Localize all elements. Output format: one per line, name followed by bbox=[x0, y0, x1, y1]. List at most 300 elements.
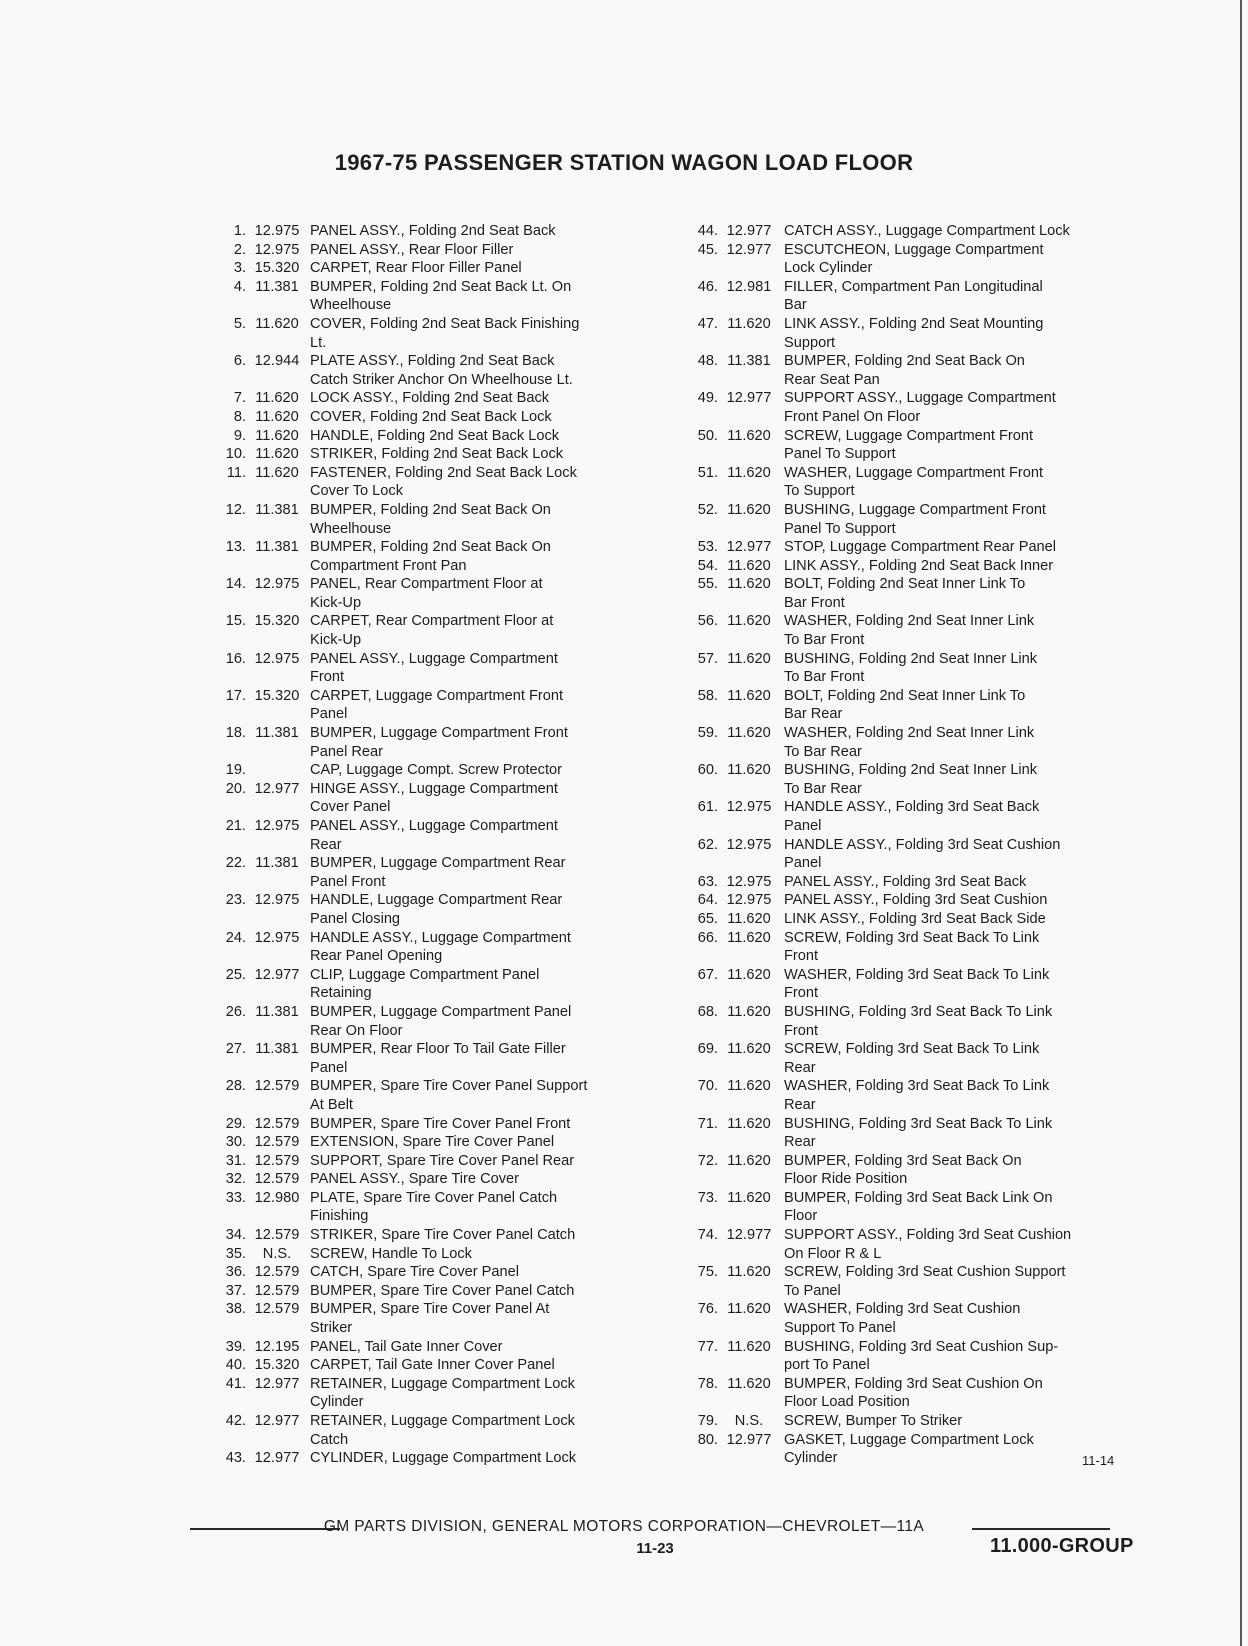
group-code: 15.320 bbox=[254, 260, 300, 277]
item-number: 43. bbox=[225, 1450, 246, 1467]
item-description bbox=[780, 1040, 1145, 1077]
item-number: 10. bbox=[225, 446, 246, 463]
item-description bbox=[308, 1170, 628, 1189]
group-code: 12.977 bbox=[726, 539, 772, 556]
parts-list-item bbox=[218, 278, 628, 315]
item-number: 79. bbox=[697, 1413, 718, 1429]
item-number: 4. bbox=[233, 278, 246, 295]
description-continuation: Bar Rear bbox=[784, 706, 843, 723]
description-continuation: Catch Striker Anchor On Wheelhouse Lt. bbox=[310, 371, 573, 388]
item-number: 53. bbox=[697, 539, 718, 556]
group-code: 12.977 bbox=[254, 966, 300, 983]
description-line: SCREW, Folding 3rd Seat Back To Link bbox=[784, 1041, 1040, 1058]
item-number: 31. bbox=[225, 1152, 246, 1169]
group-code: 12.975 bbox=[254, 241, 300, 258]
item-number: 51. bbox=[697, 464, 718, 481]
description-line: PANEL ASSY., Rear Floor Filler bbox=[310, 241, 514, 258]
description-continuation: Wheelhouse bbox=[310, 297, 392, 314]
item-description bbox=[308, 1152, 628, 1171]
parts-list-item bbox=[218, 1245, 628, 1264]
description-line: BUMPER, Folding 3rd Seat Back On bbox=[784, 1152, 1022, 1169]
item-number: 56. bbox=[697, 613, 718, 630]
parts-list-item bbox=[690, 1431, 1145, 1468]
parts-list-item bbox=[218, 780, 628, 817]
item-description bbox=[780, 222, 1145, 241]
group-code: 12.977 bbox=[254, 1375, 300, 1392]
item-description bbox=[308, 278, 628, 315]
parts-list-item bbox=[690, 1300, 1145, 1337]
parts-list-item bbox=[218, 1356, 628, 1375]
group-code: 12.579 bbox=[254, 1152, 300, 1169]
description-continuation: Finishing bbox=[310, 1208, 369, 1225]
group-code: 12.579 bbox=[254, 1078, 300, 1095]
item-number: 63. bbox=[697, 873, 718, 890]
item-description bbox=[308, 966, 628, 1003]
description-continuation: To Support bbox=[784, 483, 855, 500]
item-description bbox=[308, 1226, 628, 1245]
group-code: 12.975 bbox=[254, 892, 300, 909]
item-description bbox=[780, 761, 1145, 798]
group-code: 11.620 bbox=[255, 464, 299, 481]
description-line: ESCUTCHEON, Luggage Compartment bbox=[784, 241, 1044, 258]
item-number: 6. bbox=[233, 353, 246, 370]
parts-list-item bbox=[690, 575, 1145, 612]
parts-list-item bbox=[690, 389, 1145, 426]
item-description bbox=[780, 464, 1145, 501]
group-code: 11.620 bbox=[727, 725, 771, 742]
parts-list-item bbox=[690, 910, 1145, 929]
parts-list-item bbox=[690, 1412, 1145, 1431]
item-description bbox=[308, 222, 628, 241]
parts-list-item bbox=[690, 352, 1145, 389]
group-code: 11.620 bbox=[727, 1115, 771, 1132]
group-code: 11.620 bbox=[727, 1078, 771, 1095]
description-line: PANEL ASSY., Folding 2nd Seat Back bbox=[310, 223, 556, 239]
parts-list-item bbox=[218, 761, 628, 780]
description-continuation: Panel Closing bbox=[310, 910, 401, 927]
item-number: 13. bbox=[225, 539, 246, 556]
description-line: BUMPER, Spare Tire Cover Panel Support bbox=[310, 1078, 588, 1095]
description-continuation: Floor Ride Position bbox=[784, 1171, 908, 1188]
group-code: 12.944 bbox=[254, 353, 300, 370]
group-code: 11.620 bbox=[727, 315, 771, 332]
description-continuation: Rear bbox=[784, 1059, 816, 1076]
group-code: 11.620 bbox=[255, 408, 299, 425]
item-description bbox=[308, 408, 628, 427]
description-continuation: To Bar Rear bbox=[784, 743, 862, 760]
parts-list-item bbox=[690, 1152, 1145, 1189]
description-continuation: Rear bbox=[310, 836, 342, 853]
group-code: 12.975 bbox=[726, 892, 772, 909]
item-description bbox=[308, 427, 628, 446]
description-line: HANDLE ASSY., Folding 3rd Seat Back bbox=[784, 799, 1040, 816]
parts-list-item bbox=[218, 259, 628, 278]
group-code: 11.620 bbox=[255, 446, 299, 463]
group-code: 11.620 bbox=[727, 687, 771, 704]
description-line: BUMPER, Folding 2nd Seat Back On bbox=[310, 501, 551, 518]
item-description bbox=[308, 464, 628, 501]
group-code: 11.620 bbox=[727, 557, 771, 574]
item-description bbox=[308, 612, 628, 649]
description-line: SUPPORT, Spare Tire Cover Panel Rear bbox=[310, 1152, 575, 1169]
description-continuation: To Panel bbox=[784, 1282, 841, 1299]
item-number: 62. bbox=[697, 836, 718, 853]
item-description bbox=[308, 1300, 628, 1337]
item-number: 64. bbox=[697, 892, 718, 909]
item-description bbox=[308, 817, 628, 854]
description-line: PLATE, Spare Tire Cover Panel Catch bbox=[310, 1189, 558, 1206]
footer-publisher: GM PARTS DIVISION, GENERAL MOTORS CORPORATION—CHEVROLET—11A bbox=[323, 1518, 925, 1535]
description-line: PLATE ASSY., Folding 2nd Seat Back bbox=[310, 353, 555, 370]
description-line: SUPPORT ASSY., Luggage Compartment bbox=[784, 390, 1056, 407]
parts-list-item bbox=[218, 501, 628, 538]
parts-list-item bbox=[218, 1077, 628, 1114]
item-description bbox=[780, 1003, 1145, 1040]
item-number: 38. bbox=[225, 1301, 246, 1318]
item-description bbox=[308, 315, 628, 352]
group-code: N.S. bbox=[262, 1245, 292, 1262]
group-code: 12.977 bbox=[726, 390, 772, 407]
description-line: CAP, Luggage Compt. Screw Protector bbox=[310, 762, 563, 779]
item-number: 80. bbox=[697, 1431, 718, 1448]
description-continuation: Striker bbox=[310, 1320, 353, 1337]
description-continuation: Cylinder bbox=[310, 1394, 364, 1411]
description-continuation: Panel Front bbox=[310, 873, 386, 890]
group-code: 12.975 bbox=[726, 873, 772, 890]
description-line: BUMPER, Spare Tire Cover Panel Catch bbox=[310, 1282, 575, 1299]
description-line: EXTENSION, Spare Tire Cover Panel bbox=[310, 1134, 555, 1151]
description-continuation: Panel bbox=[784, 855, 822, 872]
description-line: HANDLE ASSY., Folding 3rd Seat Cushion bbox=[784, 836, 1061, 853]
item-number: 34. bbox=[225, 1227, 246, 1244]
item-number: 41. bbox=[225, 1375, 246, 1392]
group-code: 11.620 bbox=[727, 1264, 771, 1281]
description-line: BUSHING, Folding 3rd Seat Cushion Sup- bbox=[784, 1338, 1059, 1355]
parts-list-item bbox=[218, 241, 628, 260]
group-code: 11.381 bbox=[255, 539, 299, 556]
item-description bbox=[308, 1412, 628, 1449]
item-number: 25. bbox=[225, 966, 246, 983]
item-description bbox=[308, 445, 628, 464]
item-description bbox=[780, 315, 1145, 352]
description-line: SCREW, Luggage Compartment Front bbox=[784, 427, 1034, 444]
item-number: 3. bbox=[233, 260, 246, 277]
description-continuation: Floor bbox=[784, 1208, 818, 1225]
parts-list-item bbox=[218, 817, 628, 854]
item-number: 77. bbox=[697, 1338, 718, 1355]
item-number: 23. bbox=[225, 892, 246, 909]
description-line: COVER, Folding 2nd Seat Back Finishing bbox=[310, 315, 580, 332]
item-number: 46. bbox=[697, 278, 718, 295]
parts-list-item bbox=[690, 650, 1145, 687]
group-code: 11.620 bbox=[727, 427, 771, 444]
description-line: LINK ASSY., Folding 2nd Seat Mounting bbox=[784, 315, 1044, 332]
item-description bbox=[308, 724, 628, 761]
description-line: STRIKER, Folding 2nd Seat Back Lock bbox=[310, 446, 564, 463]
group-code: 11.620 bbox=[255, 315, 299, 332]
description-line: BUSHING, Folding 3rd Seat Back To Link bbox=[784, 1115, 1053, 1132]
description-line: SCREW, Folding 3rd Seat Back To Link bbox=[784, 929, 1040, 946]
item-number: 20. bbox=[225, 780, 246, 797]
group-code: 11.620 bbox=[727, 576, 771, 593]
group-code: 11.620 bbox=[727, 501, 771, 518]
item-number: 15. bbox=[225, 613, 246, 630]
parts-list-item bbox=[690, 1226, 1145, 1263]
item-number: 61. bbox=[697, 799, 718, 816]
group-code: 11.620 bbox=[727, 1041, 771, 1058]
item-number: 36. bbox=[225, 1264, 246, 1281]
item-number: 71. bbox=[697, 1115, 718, 1132]
item-number: 65. bbox=[697, 910, 718, 927]
description-line: SUPPORT ASSY., Folding 3rd Seat Cushion bbox=[784, 1227, 1072, 1244]
parts-list-item bbox=[218, 538, 628, 575]
item-description bbox=[308, 538, 628, 575]
parts-list-item bbox=[690, 761, 1145, 798]
item-description bbox=[308, 1338, 628, 1357]
description-continuation: On Floor R & L bbox=[784, 1245, 882, 1262]
description-continuation: Front bbox=[310, 669, 345, 686]
description-line: HANDLE, Luggage Compartment Rear bbox=[310, 892, 563, 909]
description-continuation: Cover To Lock bbox=[310, 483, 404, 500]
group-code: 12.977 bbox=[726, 223, 772, 239]
group-code: 11.381 bbox=[255, 855, 299, 872]
item-description bbox=[780, 278, 1145, 315]
item-description bbox=[780, 557, 1145, 576]
item-number: 67. bbox=[697, 966, 718, 983]
parts-list-item bbox=[218, 1282, 628, 1301]
description-line: CLIP, Luggage Compartment Panel bbox=[310, 966, 540, 983]
parts-list-item bbox=[218, 1338, 628, 1357]
item-number: 70. bbox=[697, 1078, 718, 1095]
group-code: 12.195 bbox=[254, 1338, 300, 1355]
item-description bbox=[780, 389, 1145, 426]
item-description bbox=[780, 1300, 1145, 1337]
description-line: CATCH, Spare Tire Cover Panel bbox=[310, 1264, 519, 1281]
item-description bbox=[780, 538, 1145, 557]
parts-list-item bbox=[218, 315, 628, 352]
description-continuation: To Bar Front bbox=[784, 632, 865, 649]
description-continuation: Panel To Support bbox=[784, 520, 896, 537]
parts-list-item bbox=[218, 1375, 628, 1412]
description-line: WASHER, Folding 3rd Seat Back To Link bbox=[784, 1078, 1050, 1095]
description-continuation: Bar bbox=[784, 297, 807, 314]
description-line: BUMPER, Luggage Compartment Panel bbox=[310, 1003, 572, 1020]
item-number: 12. bbox=[225, 501, 246, 518]
description-continuation: Panel bbox=[784, 818, 822, 834]
group-code: 11.620 bbox=[727, 464, 771, 481]
description-line: LINK ASSY., Folding 3rd Seat Back Side bbox=[784, 910, 1046, 927]
description-line: WASHER, Folding 2nd Seat Inner Link bbox=[784, 613, 1035, 630]
item-number: 69. bbox=[697, 1041, 718, 1058]
parts-list-item bbox=[218, 352, 628, 389]
description-line: LOCK ASSY., Folding 2nd Seat Back bbox=[310, 390, 550, 407]
group-code: 12.579 bbox=[254, 1171, 300, 1188]
description-continuation: Front Panel On Floor bbox=[784, 408, 921, 425]
item-number: 74. bbox=[697, 1227, 718, 1244]
description-line: CYLINDER, Luggage Compartment Lock bbox=[310, 1450, 577, 1467]
parts-list-item bbox=[218, 650, 628, 687]
description-line: BUMPER, Luggage Compartment Front bbox=[310, 725, 568, 742]
item-description bbox=[308, 1189, 628, 1226]
parts-list-item bbox=[218, 1170, 628, 1189]
parts-list-item bbox=[690, 1003, 1145, 1040]
group-code: 12.579 bbox=[254, 1264, 300, 1281]
description-line: SCREW, Bumper To Striker bbox=[784, 1413, 963, 1429]
description-line: FASTENER, Folding 2nd Seat Back Lock bbox=[310, 464, 577, 481]
item-description bbox=[308, 1375, 628, 1412]
item-description bbox=[780, 1152, 1145, 1189]
group-code: 15.320 bbox=[254, 613, 300, 630]
item-description bbox=[780, 910, 1145, 929]
item-number: 39. bbox=[225, 1338, 246, 1355]
parts-list-item bbox=[218, 966, 628, 1003]
item-number: 22. bbox=[225, 855, 246, 872]
group-code: 11.620 bbox=[727, 910, 771, 927]
description-line: BUSHING, Folding 2nd Seat Inner Link bbox=[784, 762, 1038, 779]
item-description bbox=[780, 427, 1145, 464]
group-code: 11.620 bbox=[727, 1003, 771, 1020]
parts-list-item bbox=[218, 929, 628, 966]
group-code: 11.381 bbox=[255, 501, 299, 518]
description-line: BOLT, Folding 2nd Seat Inner Link To bbox=[784, 576, 1026, 593]
item-description bbox=[780, 1226, 1145, 1263]
parts-list-item bbox=[690, 612, 1145, 649]
parts-list-item bbox=[690, 1263, 1145, 1300]
page-title: 1967-75 PASSENGER STATION WAGON LOAD FLOOR bbox=[334, 150, 914, 175]
item-description bbox=[780, 650, 1145, 687]
item-description bbox=[780, 1115, 1145, 1152]
description-line: BUSHING, Luggage Compartment Front bbox=[784, 501, 1046, 518]
item-number: 26. bbox=[225, 1003, 246, 1020]
item-description bbox=[308, 650, 628, 687]
item-number: 49. bbox=[697, 390, 718, 407]
item-number: 33. bbox=[225, 1189, 246, 1206]
item-number: 40. bbox=[225, 1357, 246, 1374]
description-continuation: port To Panel bbox=[784, 1357, 870, 1374]
group-code: 11.381 bbox=[255, 725, 299, 742]
description-line: WASHER, Luggage Compartment Front bbox=[784, 464, 1044, 481]
description-continuation: Front bbox=[784, 1022, 819, 1039]
description-line: CARPET, Tail Gate Inner Cover Panel bbox=[310, 1357, 555, 1374]
item-description bbox=[780, 687, 1145, 724]
group-code: 11.620 bbox=[727, 1189, 771, 1206]
description-line: PANEL, Tail Gate Inner Cover bbox=[310, 1338, 503, 1355]
item-number: 16. bbox=[225, 650, 246, 667]
item-description bbox=[308, 854, 628, 891]
item-number: 54. bbox=[697, 557, 718, 574]
group-code: 11.620 bbox=[727, 762, 771, 779]
description-line: BUSHING, Folding 3rd Seat Back To Link bbox=[784, 1003, 1053, 1020]
parts-list-item bbox=[690, 464, 1145, 501]
item-description bbox=[308, 687, 628, 724]
group-code: 12.975 bbox=[726, 799, 772, 816]
parts-list-item bbox=[218, 1003, 628, 1040]
item-description bbox=[780, 1412, 1145, 1431]
parts-list-item bbox=[218, 1449, 628, 1468]
description-continuation: Catch bbox=[310, 1431, 349, 1448]
description-line: BUMPER, Folding 3rd Seat Back Link On bbox=[784, 1189, 1053, 1206]
parts-list-item bbox=[690, 1338, 1145, 1375]
item-description bbox=[308, 352, 628, 389]
description-line: STRIKER, Spare Tire Cover Panel Catch bbox=[310, 1227, 576, 1244]
parts-list-item bbox=[690, 1077, 1145, 1114]
description-continuation: Rear Seat Pan bbox=[784, 371, 880, 388]
item-number: 55. bbox=[697, 576, 718, 593]
item-description bbox=[780, 575, 1145, 612]
description-line: BUMPER, Folding 2nd Seat Back Lt. On bbox=[310, 278, 572, 295]
description-line: WASHER, Folding 3rd Seat Back To Link bbox=[784, 966, 1050, 983]
item-description bbox=[780, 724, 1145, 761]
group-code: 12.980 bbox=[254, 1189, 300, 1206]
item-description bbox=[308, 1115, 628, 1134]
description-continuation: Panel bbox=[310, 706, 348, 723]
parts-list-item bbox=[218, 1133, 628, 1152]
parts-list-item bbox=[218, 464, 628, 501]
item-description bbox=[780, 241, 1145, 278]
group-code: 11.381 bbox=[255, 278, 299, 295]
description-continuation: Lt. bbox=[310, 334, 327, 351]
item-number: 57. bbox=[697, 650, 718, 667]
parts-list-item bbox=[690, 1375, 1145, 1412]
item-number: 66. bbox=[697, 929, 718, 946]
group-code: N.S. bbox=[734, 1413, 764, 1429]
footer-page-number: 11-23 bbox=[636, 1540, 674, 1557]
item-number: 28. bbox=[225, 1078, 246, 1095]
group-code: 12.579 bbox=[254, 1282, 300, 1299]
parts-list-item bbox=[690, 538, 1145, 557]
parts-list-item bbox=[690, 798, 1145, 835]
group-code: 12.579 bbox=[254, 1227, 300, 1244]
parts-list-item bbox=[690, 966, 1145, 1003]
parts-list-item bbox=[690, 929, 1145, 966]
group-code: 12.975 bbox=[254, 818, 300, 834]
parts-list-item bbox=[218, 1263, 628, 1282]
item-description bbox=[780, 1338, 1145, 1375]
item-number: 48. bbox=[697, 353, 718, 370]
description-line: SCREW, Folding 3rd Seat Cushion Support bbox=[784, 1264, 1066, 1281]
description-line: BUMPER, Spare Tire Cover Panel Front bbox=[310, 1115, 571, 1132]
parts-list-item bbox=[218, 724, 628, 761]
group-code: 12.977 bbox=[254, 1450, 300, 1467]
group-code: 15.320 bbox=[254, 687, 300, 704]
item-description bbox=[308, 1263, 628, 1282]
item-description bbox=[780, 612, 1145, 649]
item-number: 8. bbox=[233, 408, 246, 425]
parts-list-item bbox=[690, 557, 1145, 576]
description-continuation: Rear bbox=[784, 1134, 816, 1151]
description-continuation: Floor Load Position bbox=[784, 1394, 910, 1411]
description-line: BUMPER, Rear Floor To Tail Gate Filler bbox=[310, 1041, 566, 1058]
description-continuation: Panel To Support bbox=[784, 446, 896, 463]
item-description bbox=[780, 891, 1145, 910]
item-description bbox=[308, 780, 628, 817]
item-number: 24. bbox=[225, 929, 246, 946]
group-code: 12.975 bbox=[254, 650, 300, 667]
item-number: 21. bbox=[225, 818, 246, 834]
description-continuation: To Bar Front bbox=[784, 669, 865, 686]
group-code: 11.620 bbox=[727, 1301, 771, 1318]
item-number: 2. bbox=[233, 241, 246, 258]
group-code: 11.620 bbox=[727, 1338, 771, 1355]
description-continuation: Retaining bbox=[310, 985, 372, 1002]
parts-list-item bbox=[690, 1115, 1145, 1152]
item-number: 9. bbox=[233, 427, 246, 444]
item-description bbox=[780, 798, 1145, 835]
description-line: BUMPER, Luggage Compartment Rear bbox=[310, 855, 566, 872]
item-number: 11. bbox=[226, 464, 246, 481]
page-edge bbox=[1240, 0, 1242, 1646]
item-description bbox=[308, 1133, 628, 1152]
